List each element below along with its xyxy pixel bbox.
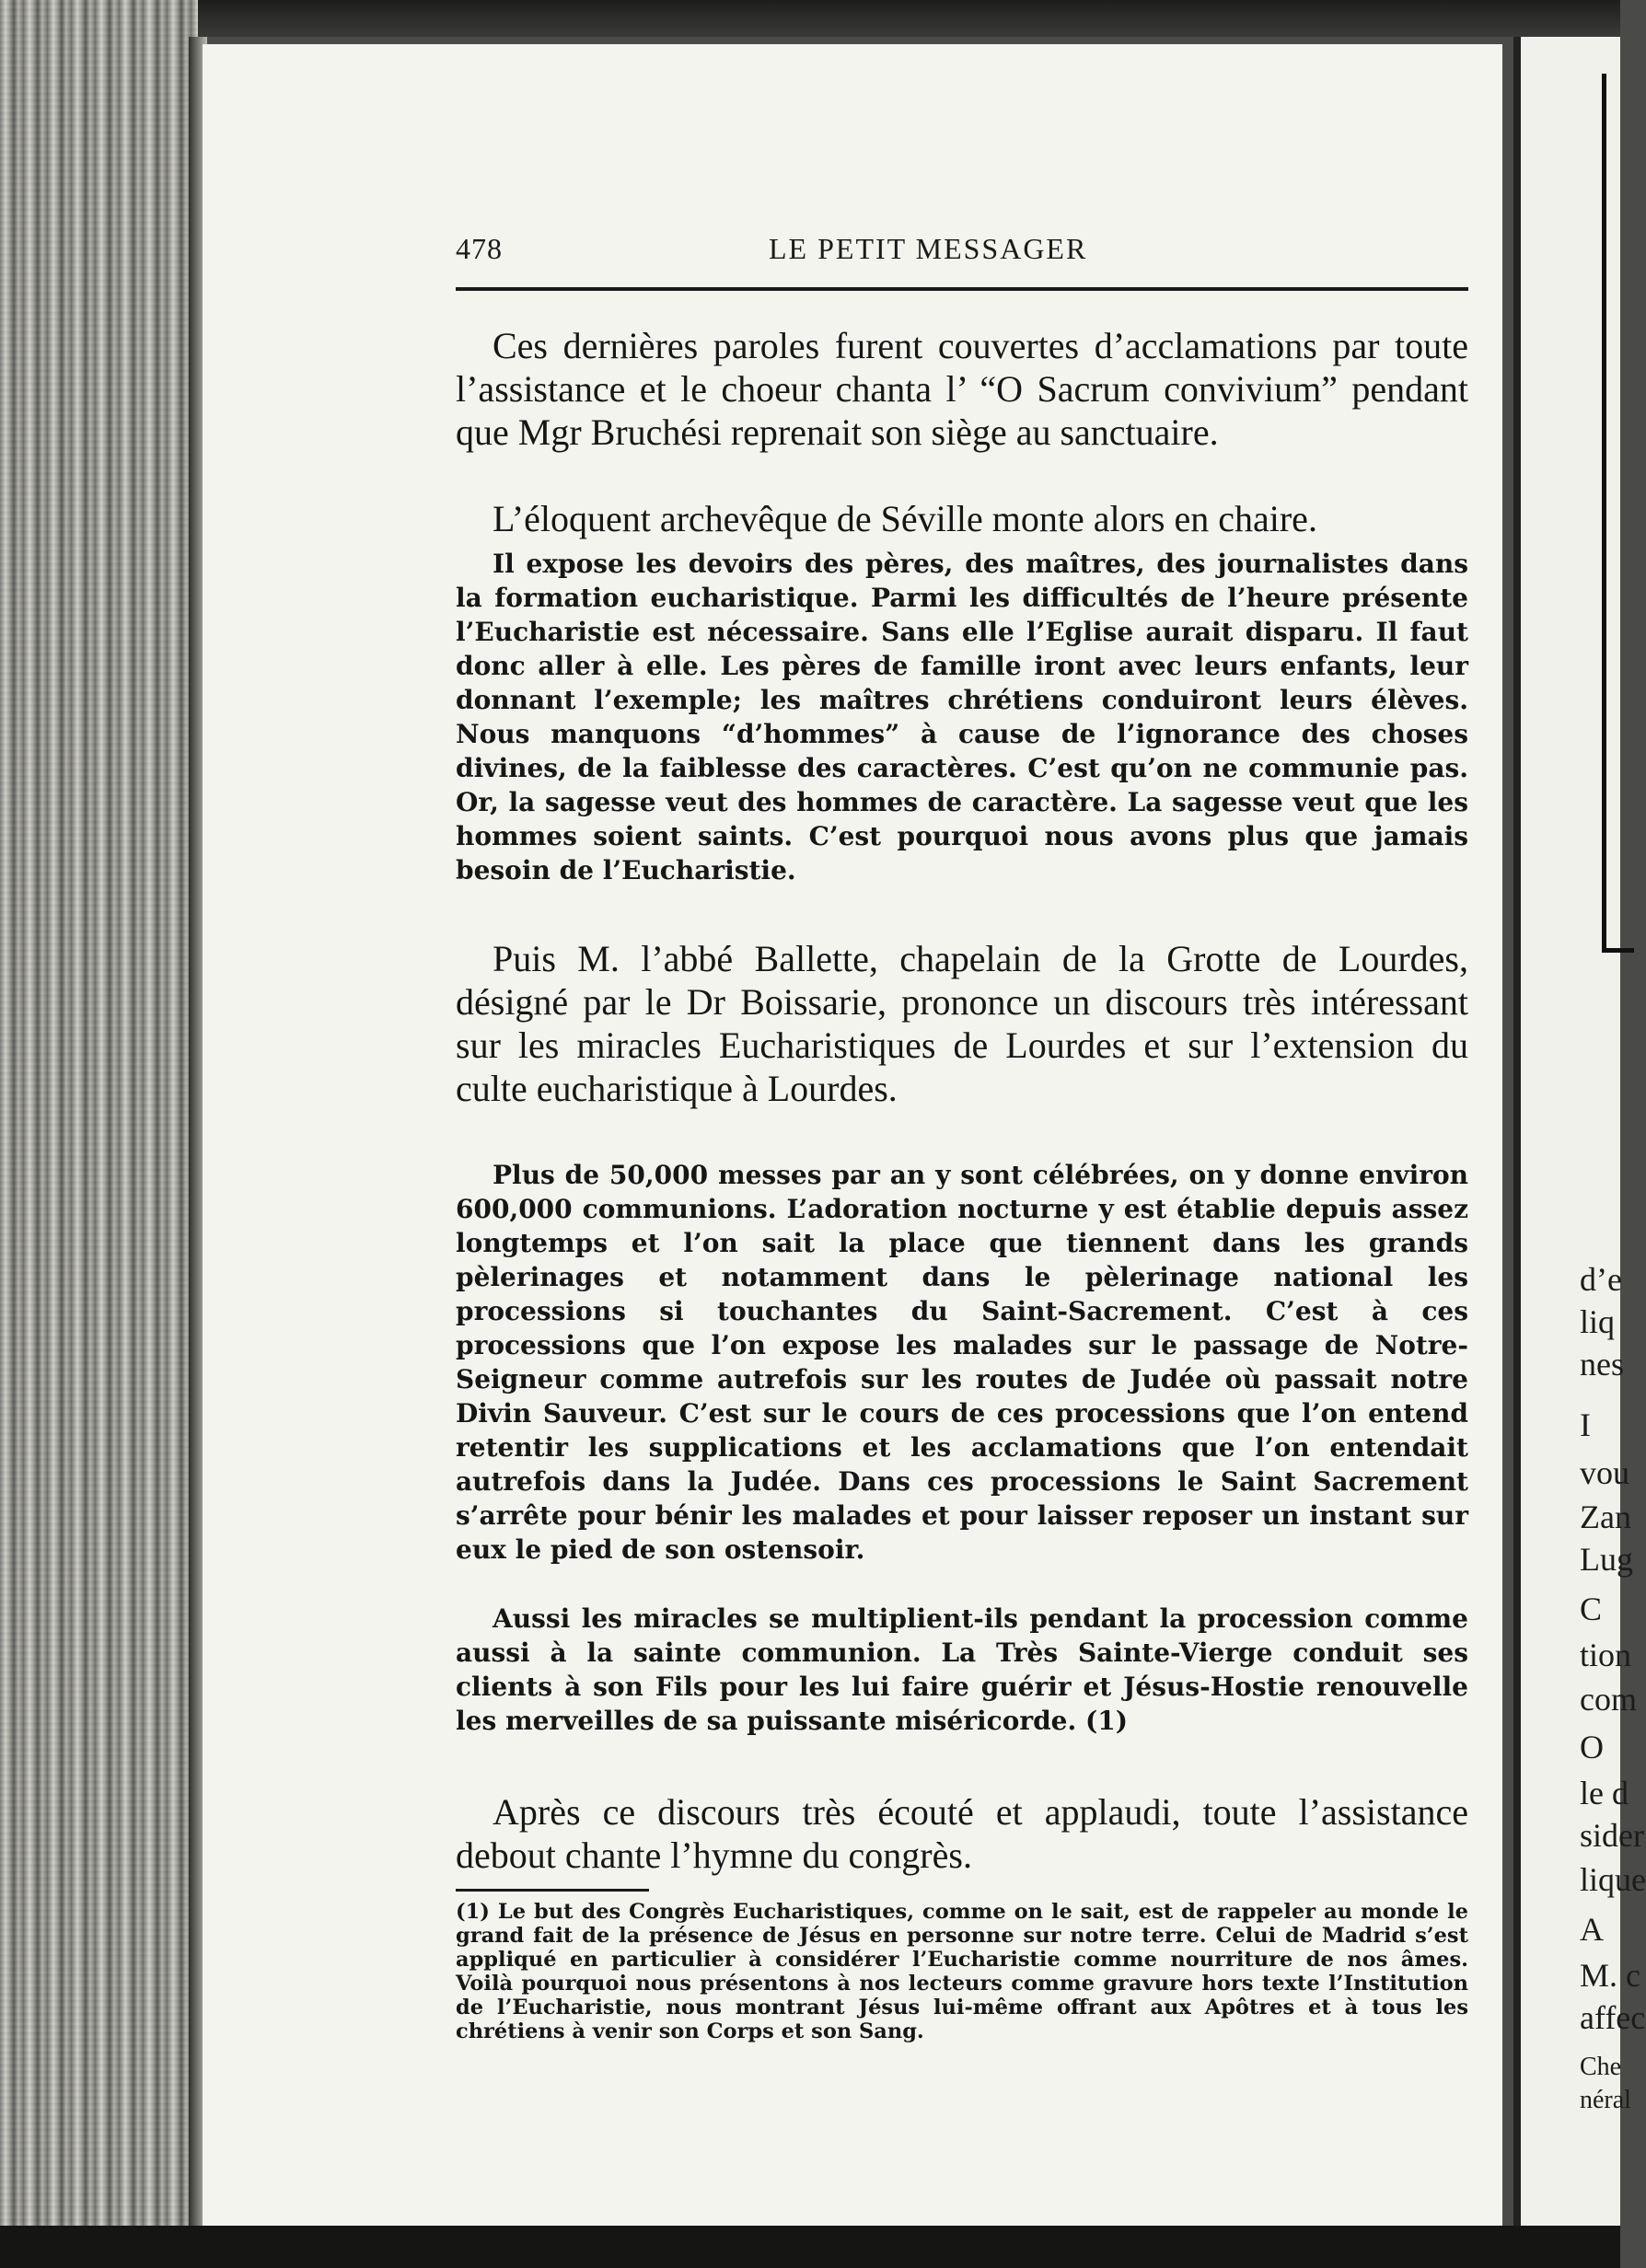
paragraph-ballette (456, 937, 1468, 1110)
facing-fragment: Che (1580, 2053, 1622, 2081)
footnote (456, 1900, 1468, 2043)
facing-fragment: sider (1580, 1817, 1644, 1854)
paragraph-miracles (456, 1602, 1468, 1738)
paragraph-archeveque (456, 497, 1468, 540)
facing-fragment: Lug (1580, 1541, 1633, 1578)
facing-page (1513, 37, 1646, 2226)
running-head (456, 232, 1468, 278)
facing-fragment: néral (1580, 2086, 1631, 2114)
paragraph-hymne (456, 1790, 1468, 1877)
facing-fragment: A (1580, 1911, 1604, 1948)
page-number: 478 (456, 232, 503, 265)
paragraph-acclamations (456, 324, 1468, 454)
facing-fragment: vou (1580, 1454, 1629, 1491)
facing-fragment: lique (1580, 1861, 1646, 1898)
facing-fragment: le d (1580, 1775, 1629, 1811)
facing-fragment: O (1580, 1729, 1604, 1765)
facing-fragment: Zan (1580, 1498, 1631, 1535)
paragraph-text: Plus de 50,000 messes par an y sont célébrées, on y donne environ 600,000 communions. L’adoration nocturne y est établie depuis assez longtemps et l’on sait la place que tiennent dans les grands pèlerinages et notamment dans le pèlerinage national les processions si touchantes du Saint-Sacrement. C’est à ces processions que l’on expose les malades sur le passage de Notre-Seigneur comme autrefois sur les routes de Judée où passait notre Divin Sauveur. C’est sur le cours de ces processions que l’on entend retentir les supplications et les acclamations que l’on entendait autrefois dans la Judée. Dans ces processions le Saint Sacrement s’arrête pour bénir les malades et pour laisser reposer un instant sur eux le pied de son ostensoir. (456, 1160, 1468, 1565)
paragraph-text: Ces dernières paroles furent couvertes d’acclamations par toute l’assistance et le choeur chanta l’ “O Sacrum convivium” pendant que Mgr Bruchési reprenait son siège au sanctuaire. (456, 325, 1468, 453)
facing-fragment: tion (1580, 1637, 1632, 1673)
facing-fragment: affec (1580, 1999, 1646, 2036)
paragraph-text: Il expose les devoirs des pères, des maîtres, des journalistes dans la formation eucharistique. Parmi les difficultés de l’heure présente l’Eucharistie est nécessaire. Sans elle l’Eglise aurait disparu. Il faut donc aller à elle. Les pères de famille iront avec leurs enfants, leur donnant l’exemple; les maîtres chrétiens conduiront leurs élèves. Nous manquons “d’hommes” à cause de l’ignorance des choses divines, de la faiblesse des caractères. C’est qu’on ne communie pas. Or, la sagesse veut des hommes de caractère. La sagesse veut que les hommes soient saints. C’est pourquoi nous avons plus que jamais besoin de l’Eucharistie. (456, 549, 1468, 885)
footnote-text: (1) Le but des Congrès Eucharistiques, comme on le sait, est de rappeler au monde le grand fait de la présence de Jésus en personne sur notre terre. Celui de Madrid s’est appliqué en particulier à considérer l’Eucharistie comme nourriture de nos âmes. Voilà pourquoi nous présentons à nos lecteurs comme gravure hors texte l’Institution de l’Eucharistie, nous montrant Jésus lui-même offrant aux Apôtres et à tous les chrétiens à venir son Corps et son Sang. (456, 1900, 1468, 2043)
facing-fragment: M. c (1580, 1957, 1640, 1994)
facing-fragment: nes (1580, 1346, 1624, 1383)
facing-fragment: com (1580, 1681, 1637, 1718)
header-rule (456, 287, 1468, 291)
book-page-edges (0, 0, 198, 2246)
paragraph-text: Puis M. l’abbé Ballette, chapelain de la Grotte de Lourdes, désigné par le Dr Boissarie, prononce un discours très intéressant sur les miracles Eucharistiques de Lourdes et sur l’extension du culte eucharistique à Lourdes. (456, 938, 1468, 1109)
scan-border-top (0, 0, 1620, 37)
paragraph-messes (456, 1158, 1468, 1567)
facing-page-border (1513, 37, 1521, 2226)
facing-fragment: C (1580, 1591, 1603, 1627)
paragraph-text: Après ce discours très écouté et applaudi, toute l’assistance debout chante l’hymne du congrès. (456, 1791, 1468, 1876)
facing-page-frame (1602, 74, 1634, 953)
facing-fragment: d’e (1580, 1261, 1622, 1298)
paragraph-text: L’éloquent archevêque de Séville monte alors en chaire. (493, 498, 1317, 539)
facing-fragment: I (1580, 1406, 1591, 1443)
running-title: LE PETIT MESSAGER (769, 232, 1088, 265)
paragraph-devoirs (456, 547, 1468, 887)
footnote-rule (456, 1889, 649, 1892)
paragraph-text: Aussi les miracles se multiplient-ils pendant la procession comme aussi à la sainte communion. La Très Sainte-Vierge conduit ses clients à son Fils pour les lui faire guérir et Jésus-Hostie renouvelle les merveilles de sa puissante miséricorde. (1) (456, 1603, 1468, 1736)
facing-fragment: liq (1580, 1303, 1616, 1340)
scan-border-bottom (0, 2226, 1620, 2268)
